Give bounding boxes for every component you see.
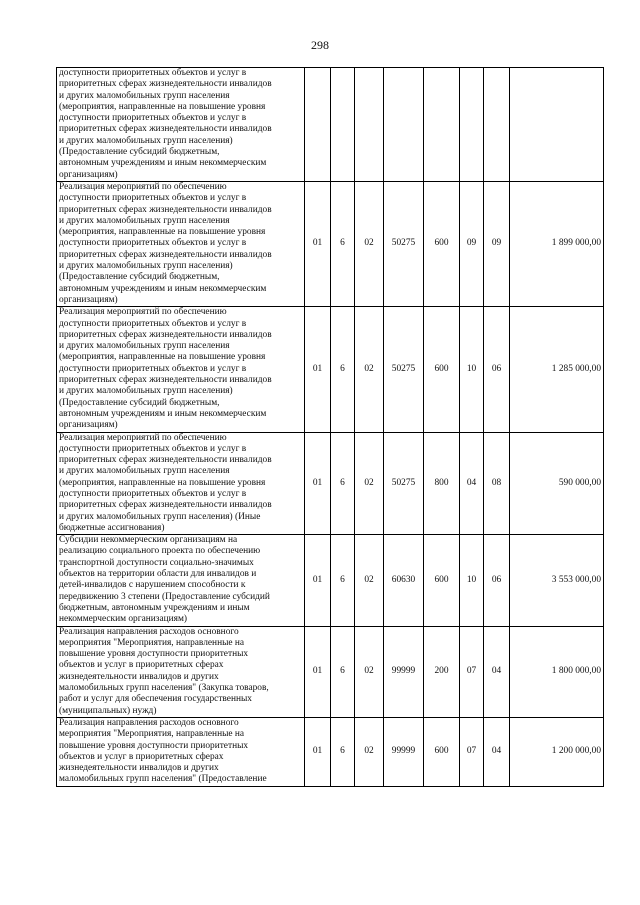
row-description: Реализация направления расходов основного мероприятия "Мероприятия, направленные на повышение уровня доступности приоритетных объектов и услуг в приоритетных сферах жизнедеятельности инвалидов и других маломобильных групп населения" (Закупка товаров, работ и услуг для обеспечения государственных (муниципальных) нужд) [57,626,305,717]
program-code: 01 [305,307,331,432]
subprogram-code: 6 [331,535,355,626]
section-code: 10 [460,307,484,432]
subsection-code: 06 [484,535,510,626]
expense-direction-code: 50275 [384,181,424,306]
subsection-code: 06 [484,307,510,432]
row-description: Субсидии некоммерческим организациям на реализацию социального проекта по обеспечению транспортной доступности социально-значимых объектов на территории области для инвалидов и детей-инвалидов с нарушением способности к передвижению 3 степени (Предоставление субсидий бюджетным, автономным учреждениям и иным некоммерческим организациям) [57,535,305,626]
program-code: 01 [305,535,331,626]
expense-type-code: 600 [424,717,460,786]
table-row [57,535,604,626]
amount: 1 285 000,00 [510,307,604,432]
expense-direction-code: 50275 [384,432,424,535]
activity-code: 02 [355,181,384,306]
row-description: Реализация мероприятий по обеспечению доступности приоритетных объектов и услуг в приоритетных сферах жизнедеятельности инвалидов и других маломобильных групп населения (мероприятия, направленные на повышение уровня доступности приоритетных объектов и услуг в приоритетных сферах жизнедеятельности инвалидов и других маломобильных групп населения) (Предоставление субсидий бюджетным, автономным учреждениям и иным некоммерческим организациям) [57,181,305,306]
activity-code: 02 [355,307,384,432]
activity-code: 02 [355,432,384,535]
expense-type-code: 600 [424,535,460,626]
row-description: доступности приоритетных объектов и услуг в приоритетных сферах жизнедеятельности инвалидов и других маломобильных групп населения (мероприятия, направленные на повышение уровня доступности приоритетных объектов и услуг в приоритетных сферах жизнедеятельности инвалидов и других маломобильных групп населения) (Предоставление субсидий бюджетным, автономным учреждениям и иным некоммерческим организациям) [57,68,305,182]
table-row [57,626,604,717]
amount: 590 000,00 [510,432,604,535]
activity-code [355,68,384,182]
section-code: 07 [460,626,484,717]
activity-code: 02 [355,535,384,626]
expense-type-code: 600 [424,307,460,432]
amount: 1 800 000,00 [510,626,604,717]
subprogram-code: 6 [331,307,355,432]
subsection-code [484,68,510,182]
subprogram-code: 6 [331,432,355,535]
amount: 1 899 000,00 [510,181,604,306]
subsection-code: 08 [484,432,510,535]
expense-direction-code: 50275 [384,307,424,432]
table-row [57,68,604,182]
expense-type-code: 200 [424,626,460,717]
subprogram-code [331,68,355,182]
expense-direction-code: 60630 [384,535,424,626]
subsection-code: 09 [484,181,510,306]
section-code: 10 [460,535,484,626]
budget-table [56,67,604,787]
subprogram-code: 6 [331,181,355,306]
subprogram-code: 6 [331,626,355,717]
table-row [57,432,604,535]
section-code [460,68,484,182]
table-row [57,307,604,432]
expense-direction-code [384,68,424,182]
program-code: 01 [305,626,331,717]
section-code: 04 [460,432,484,535]
expense-direction-code: 99999 [384,717,424,786]
program-code: 01 [305,432,331,535]
subsection-code: 04 [484,717,510,786]
amount: 3 553 000,00 [510,535,604,626]
table-row [57,181,604,306]
expense-type-code [424,68,460,182]
table-row [57,717,604,786]
program-code [305,68,331,182]
amount: 1 200 000,00 [510,717,604,786]
subprogram-code: 6 [331,717,355,786]
row-description: Реализация мероприятий по обеспечению доступности приоритетных объектов и услуг в приоритетных сферах жизнедеятельности инвалидов и других маломобильных групп населения (мероприятия, направленные на повышение уровня доступности приоритетных объектов и услуг в приоритетных сферах жизнедеятельности инвалидов и других маломобильных групп населения) (Иные бюджетные ассигнования) [57,432,305,535]
program-code: 01 [305,717,331,786]
row-description: Реализация направления расходов основного мероприятия "Мероприятия, направленные на повышение уровня доступности приоритетных объектов и услуг в приоритетных сферах жизнедеятельности инвалидов и других маломобильных групп населения" (Предоставление [57,717,305,786]
row-description: Реализация мероприятий по обеспечению доступности приоритетных объектов и услуг в приоритетных сферах жизнедеятельности инвалидов и других маломобильных групп населения (мероприятия, направленные на повышение уровня доступности приоритетных объектов и услуг в приоритетных сферах жизнедеятельности инвалидов и других маломобильных групп населения) (Предоставление субсидий бюджетным, автономным учреждениям и иным некоммерческим организациям) [57,307,305,432]
expense-direction-code: 99999 [384,626,424,717]
amount [510,68,604,182]
section-code: 09 [460,181,484,306]
program-code: 01 [305,181,331,306]
activity-code: 02 [355,717,384,786]
page-number: 298 [311,38,329,52]
expense-type-code: 600 [424,181,460,306]
subsection-code: 04 [484,626,510,717]
section-code: 07 [460,717,484,786]
activity-code: 02 [355,626,384,717]
expense-type-code: 800 [424,432,460,535]
